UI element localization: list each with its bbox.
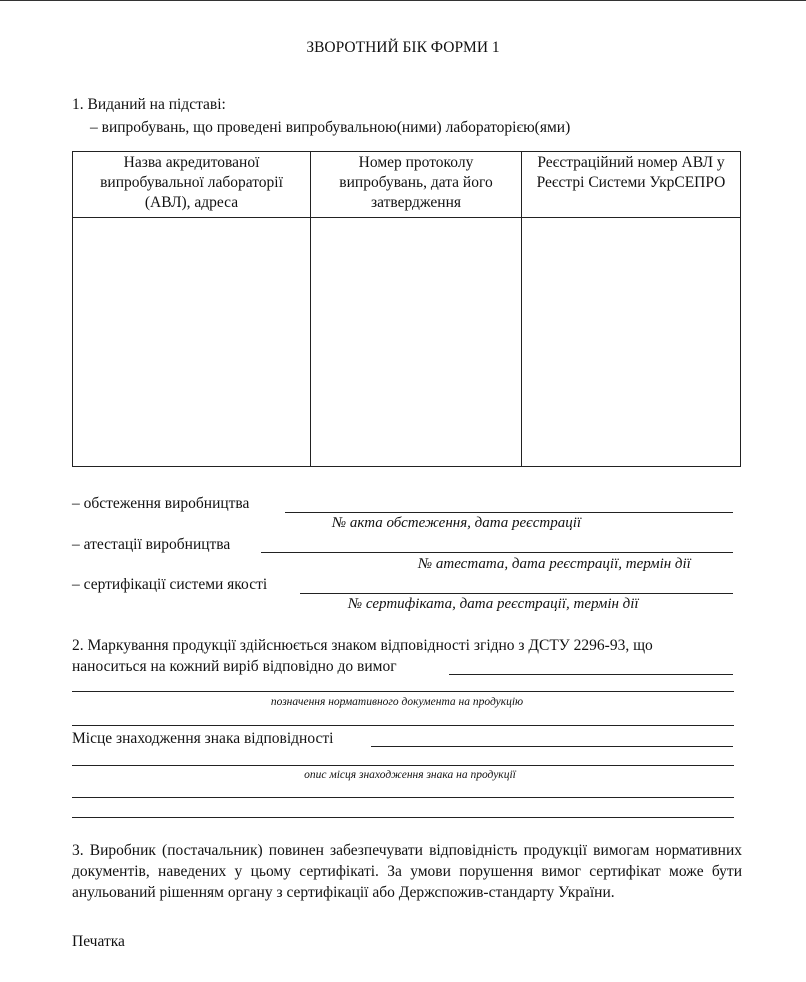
blank-fill-line-2[interactable] — [72, 797, 734, 798]
laboratories-table — [72, 151, 741, 467]
attestation-caption: № атестата, дата реєстрації, термін дії — [418, 556, 691, 572]
column-header-registration: Реєстраційний номер АВЛ у Реєстрі Системи УкрСЕПРО — [522, 152, 741, 218]
section1-subheading: – випробувань, що проведені випробувальною(ними) лабораторією(ями) — [90, 119, 571, 136]
requirements-fill-line-2[interactable] — [72, 691, 734, 692]
blank-fill-line-1[interactable] — [72, 725, 734, 726]
qms-label: – сертифікації системи якості — [72, 576, 268, 593]
survey-label: – обстеження виробництва — [72, 495, 250, 512]
table-cell-registration[interactable] — [522, 218, 741, 467]
mark-location-label: Місце знаходження знака відповідності — [72, 730, 334, 747]
table-cell-lab-name[interactable] — [73, 218, 311, 467]
qms-caption: № сертифіката, дата реєстрації, термін дії — [348, 596, 639, 612]
attestation-label: – атестації виробництва — [72, 536, 231, 553]
column-header-protocol: Номер протоколу випробувань, дата його затвердження — [311, 152, 522, 218]
qms-fill-line[interactable] — [300, 593, 733, 594]
table-row — [73, 218, 741, 467]
table-cell-protocol[interactable] — [311, 218, 522, 467]
caption-mark-location: опис місця знаходження знака на продукції — [304, 769, 516, 781]
survey-fill-line[interactable] — [285, 512, 733, 513]
section3-paragraph: 3. Виробник (постачальник) повинен забезпечувати відповідність продукції вимогам нормативних документів, наведених у цьому сертифікаті. За умови порушення вимог сертифікат може бути анульований рішенням органу з сертифікації або Держспожив-стандарту України. — [72, 842, 742, 901]
caption-normative-document: позначення нормативного документа на продукцію — [270, 696, 524, 708]
section1-heading: 1. Виданий на підставі: — [72, 96, 226, 113]
page-title: ЗВОРОТНИЙ БІК ФОРМИ 1 — [306, 39, 500, 56]
section2-text-line2: наноситься на кожний виріб відповідно до вимог — [72, 658, 397, 675]
top-border-line — [0, 0, 806, 1]
blank-fill-line-3[interactable] — [72, 817, 734, 818]
column-header-lab-name: Назва акредитованої випробувальної лабораторії (АВЛ), адреса — [73, 152, 311, 218]
survey-caption: № акта обстеження, дата реєстрації — [332, 515, 582, 531]
stamp-label: Печатка — [72, 933, 125, 950]
requirements-fill-line[interactable] — [449, 674, 733, 675]
mark-location-fill-line[interactable] — [371, 746, 733, 747]
section2-text-line1: 2. Маркування продукції здійснюється знаком відповідності згідно з ДСТУ 2296-93, що — [72, 637, 653, 654]
mark-location-fill-line-2[interactable] — [72, 765, 734, 766]
attestation-fill-line[interactable] — [261, 552, 733, 553]
table-header-row — [73, 152, 741, 218]
